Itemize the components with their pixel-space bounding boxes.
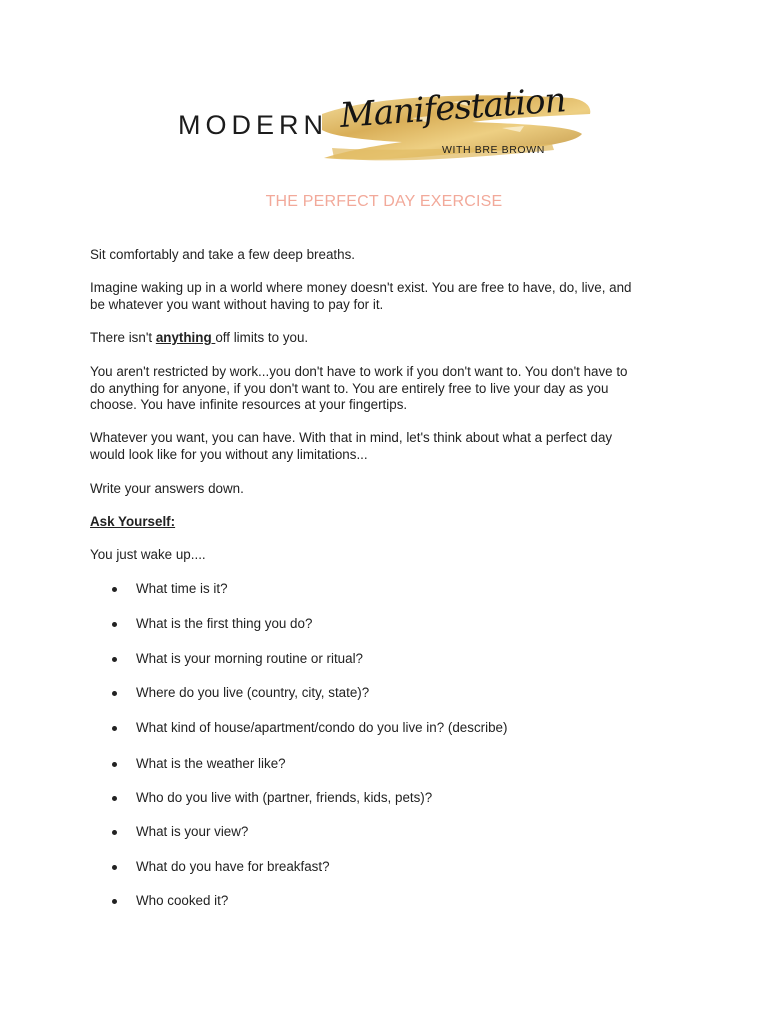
page-title: THE PERFECT DAY EXERCISE <box>265 193 503 210</box>
paragraph-breathe: Sit comfortably and take a few deep breaths. <box>90 247 355 262</box>
bullet-icon <box>112 587 117 592</box>
bullet-icon <box>112 691 117 696</box>
bullet-icon <box>112 830 117 835</box>
list-item-text: What is your morning routine or ritual? <box>136 651 363 666</box>
bullet-icon <box>112 865 117 870</box>
bullet-icon <box>112 762 117 767</box>
logo-wordmark: MODERN <box>178 110 328 140</box>
bullet-icon <box>112 726 117 731</box>
list-item-text: What kind of house/apartment/condo do you live in? (describe) <box>136 720 508 735</box>
logo-script-text: Manifestation <box>338 80 567 136</box>
paragraph-whatever-you-want <box>90 430 690 463</box>
paragraph-line: Imagine waking up in a world where money doesn't exist. You are free to have, do, live, and <box>90 280 632 295</box>
text-segment: There isn't <box>90 330 156 345</box>
list-item-text: What is your view? <box>136 824 249 839</box>
paragraph-line: Whatever you want, you can have. With that in mind, let's think about what a perfect day <box>90 430 613 445</box>
logo-subtitle: WITH BRE BROWN <box>442 144 545 156</box>
bullet-icon <box>112 796 117 801</box>
list-item-text: What is the weather like? <box>136 756 286 771</box>
section-heading-ask-yourself: Ask Yourself: <box>90 514 176 529</box>
paragraph-write-answers: Write your answers down. <box>90 481 244 496</box>
list-item-text: What is the first thing you do? <box>136 616 313 631</box>
list-item-text: What time is it? <box>136 581 228 596</box>
list-item-text: What do you have for breakfast? <box>136 859 330 874</box>
paragraph-line: would look like for you without any limitations... <box>90 446 368 462</box>
emphasized-word: anything <box>155 330 216 345</box>
paragraph-imagine <box>90 280 690 313</box>
paragraph-wake-up: You just wake up.... <box>90 547 206 562</box>
bullet-icon <box>112 657 117 662</box>
paragraph-line: be whatever you want without having to pay for it. <box>90 296 384 312</box>
paragraph-not-restricted <box>90 364 690 414</box>
paragraph-no-limits <box>90 330 690 347</box>
paragraph-line: You aren't restricted by work...you don't have to work if you don't want to. You don't have to <box>90 364 628 379</box>
paragraph-line: choose. You have infinite resources at your fingertips. <box>90 397 408 412</box>
brand-logo <box>172 80 596 174</box>
paragraph-line: do anything for anyone, if you don't want to. You are entirely free to live your day as you <box>90 380 609 396</box>
list-item-text: Where do you live (country, city, state)? <box>136 685 370 700</box>
list-item-text: Who do you live with (partner, friends, kids, pets)? <box>136 790 433 805</box>
bullet-icon <box>112 622 117 627</box>
bullet-icon <box>112 899 117 904</box>
list-item-text: Who cooked it? <box>136 893 229 908</box>
text-segment: off limits to you. <box>215 330 309 345</box>
